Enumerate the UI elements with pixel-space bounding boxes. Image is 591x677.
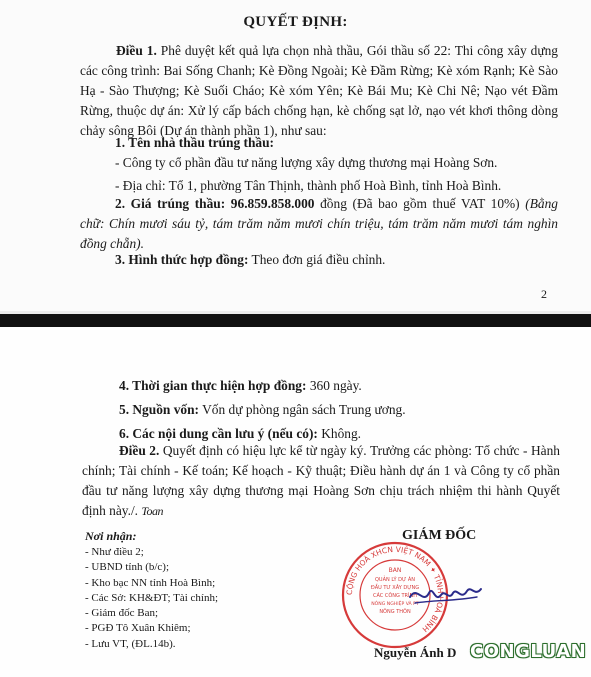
item-3-label: 3. Hình thức hợp đồng: [115,252,249,267]
article-2 [82,441,560,521]
page-separator [0,311,591,327]
item-2-words: (Bằng chữ: Chín mươi sáu tỷ, tám trăm năm mươi chín triệu, tám trăm năm mươi tám nghìn đồng chẵn). [80,196,558,251]
contractor-name: - Công ty cổ phần đầu tư năng lượng xây dựng thương mại Hoàng Sơn. [115,155,498,170]
list-item: - Như điều 2; [85,546,144,558]
item-6-label: 6. Các nội dung cần lưu ý (nếu có): [119,426,318,441]
page-number: 2 [541,287,547,301]
article-2-text: Quyết định có hiệu lực kể từ ngày ký. Trưởng các phòng: Tổ chức - Hành chính; Tài chính - Kế toán; Kế hoạch - Kỹ thuật; Điều hành dự án 1 và Công ty cổ phần đầu tư năng lượng xây dựng thương mại Hoàng Sơn chịu trách nhiệm thi hành Quyết định này./. [82,443,560,518]
list-item: - PGĐ Tô Xuân Khiêm; [85,622,191,635]
list-item: - Kho bạc NN tỉnh Hoà Bình; [85,576,216,589]
list-item: - Các Sở: KH&ĐT; Tài chính; [85,591,219,604]
list-item: - UBND tỉnh (b/c); [85,561,170,574]
signer-title: GIÁM ĐỐC [402,528,477,543]
item-4 [119,376,362,396]
seal-line-6: NÔNG THÔN [379,609,411,615]
article-1 [80,41,558,141]
list-item: - Giám đốc Ban; [85,607,159,620]
item-5-text: Vốn dự phòng ngân sách Trung ương. [199,402,406,417]
item-2 [80,194,558,254]
article-1-text: Phê duyệt kết quả lựa chọn nhà thầu, Gói thầu số 22: Thi công xây dựng các công trình: Bai Sống Chanh; Kè Đồng Ngoài; Kè Đầm Rừng; Kè xóm Rạnh; Kè Sào Hạ - Sào Thượng; Kè Suối Cháo; Kè xóm Yên; Kè Bái Mu; Kè Chi Nê; Nạo vét Đầm Rừng, thuộc dự án: Xử lý cấp bách chống hạn, kè chống sạt lở, nạo vét khơi thông dòng chảy sông Bôi (Dự án thành phần 1), như sau: [80,43,558,138]
article-1-label: Điều 1. [116,43,157,58]
watermark-logo: CONGLUAN [470,641,587,662]
item-4-text: 360 ngày. [306,378,362,393]
signer-name: Nguyễn Ánh D [374,645,457,660]
page-separator-bar [0,314,591,327]
item-3 [115,250,385,270]
item-5 [119,400,406,420]
list-item: - Lưu VT, (ĐL.14b). [85,637,176,650]
item-1-heading: 1. Tên nhà thầu trúng thầu: [115,135,275,150]
seal-line-4: CÁC CÔNG TRÌNH [372,593,418,599]
seal-line-5: NÔNG NGHIỆP VÀ PT [371,602,419,607]
item-3-text: Theo đơn giá điều chỉnh. [248,252,386,267]
decision-heading: QUYẾT ĐỊNH: [243,14,348,30]
item-2-text: đồng (Đã bao gồm thuế VAT 10%) [314,196,526,211]
article-2-label: Điều 2. [119,443,160,458]
item-4-label: 4. Thời gian thực hiện hợp đồng: [119,378,307,393]
recipients-list [85,545,218,652]
item-5-label: 5. Nguồn vốn: [119,402,199,417]
seal-line-3: ĐẦU TƯ XÂY DỰNG [370,585,420,591]
seal-line-2: QUẢN LÝ DỰ ÁN [375,577,415,583]
item-2-label: 2. Giá trúng thầu: 96.859.858.000 [115,196,315,211]
document-page-1 [0,0,591,311]
recipients-title: Nơi nhận: [85,529,137,543]
seal-line-1: BAN [388,567,402,574]
handwritten-signature [405,575,485,615]
seal-ring-text: CỘNG HOÀ XHCN VIỆT NAM ✦ TỈNH HOÀ BÌNH [344,544,446,634]
contractor-address: - Địa chỉ: Tổ 1, phường Tân Thịnh, thành phố Hoà Bình, tỉnh Hoà Bình. [115,178,502,193]
initials-mark: Toan [141,504,163,518]
item-6-text: Không. [317,426,362,441]
